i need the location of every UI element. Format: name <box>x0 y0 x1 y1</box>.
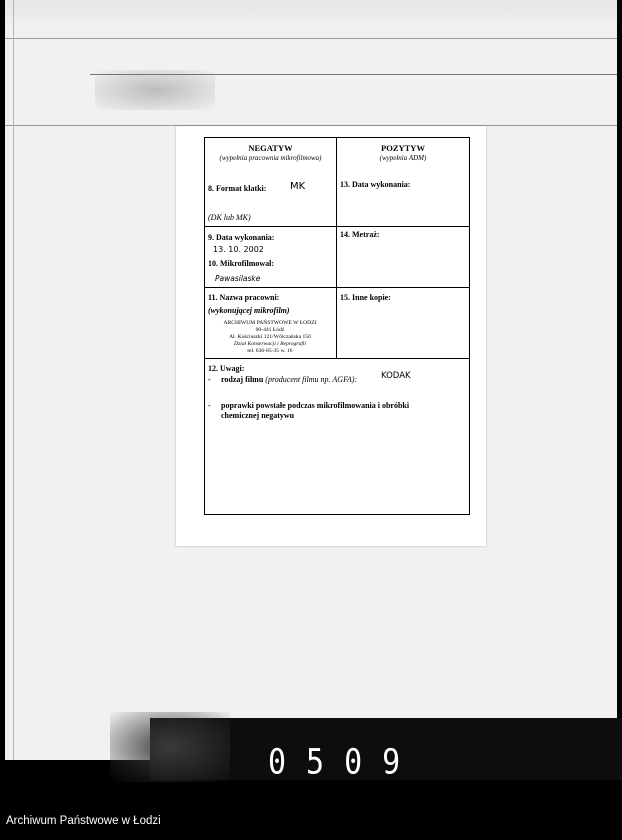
row-divider <box>205 287 469 288</box>
other-copies-label: 15. Inne kopie: <box>340 293 391 302</box>
row-divider <box>205 226 469 227</box>
row-divider <box>205 358 469 359</box>
film-type-bold: rodzaj filmu <box>221 375 264 384</box>
footer-bar <box>0 810 622 840</box>
microfilm-form <box>204 137 470 515</box>
stamp-line: ARCHIWUM PAŃSTWOWE W ŁODZI <box>223 320 317 326</box>
format-value: MK <box>290 181 306 192</box>
microfilmed-by-signature: Pawasilaske <box>215 274 261 283</box>
smudge <box>95 70 215 110</box>
format-hint: (DK lub MK) <box>208 213 251 222</box>
negatyw-subtitle: (wypełnia pracownia mikrofilmowa) <box>219 154 322 162</box>
format-label: 8. Format klatki: <box>208 184 267 193</box>
negative-date-value: 13. 10. 2002 <box>213 245 264 254</box>
stamp-line: Dział Konserwacji i Reprografii <box>233 341 307 347</box>
stamp-line: tel. 636-85-35 w. 16 <box>247 348 293 354</box>
remarks-label: 12. Uwagi: <box>208 364 245 373</box>
bullet: - <box>208 401 211 410</box>
scan-edge <box>13 0 14 760</box>
film-type-label <box>221 375 357 384</box>
corrections-label-line2: chemicznej negatywu <box>221 411 295 420</box>
film-type-hint: (producent filmu np. AGFA): <box>265 375 358 384</box>
frame-number: 0509 <box>268 742 421 783</box>
negative-date-label: 9. Data wykonania: <box>208 233 275 242</box>
positive-date-label: 13. Data wykonania: <box>340 180 411 189</box>
bullet: - <box>208 375 211 384</box>
stamp-line: 90-441 Łódź <box>255 327 285 333</box>
archive-stamp <box>205 320 335 355</box>
stamp-line: Al. Kościuszki 121/Wólczańska 150 <box>229 334 311 340</box>
film-type-value: KODAK <box>381 371 411 381</box>
lab-name-label: 11. Nazwa pracowni: <box>208 293 280 302</box>
pozytyw-title: POZYTYW <box>381 143 425 153</box>
scan-line <box>5 38 617 39</box>
corrections-label-line1: poprawki powstałe podczas mikrofilmowania i obróbki <box>221 401 410 410</box>
column-divider <box>336 138 337 358</box>
microfilmed-by-label: 10. Mikrofilmował: <box>208 259 275 268</box>
pozytyw-subtitle: (wypełnia ADM) <box>379 154 427 162</box>
archive-name: Archiwum Państwowe w Łodzi <box>6 815 161 827</box>
length-label: 14. Metraż: <box>340 230 380 239</box>
negatyw-title: NEGATYW <box>248 143 293 153</box>
lab-name-hint: (wykonującej mikrofilm) <box>208 306 290 315</box>
